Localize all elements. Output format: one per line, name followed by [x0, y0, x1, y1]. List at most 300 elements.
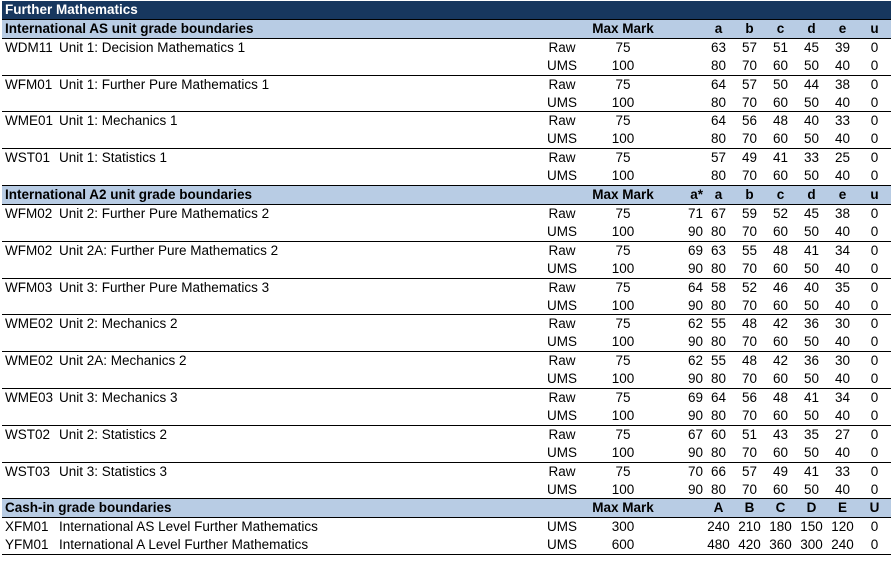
unit-name-empty — [59, 223, 537, 241]
grade-cell: 48 — [734, 315, 765, 333]
grade-cell: 60 — [772, 334, 789, 350]
grade-cell: 38 — [834, 205, 851, 221]
grade-cell: 80 — [710, 223, 727, 239]
section-header-row — [2, 499, 891, 518]
grade-cell: 33 — [827, 462, 858, 480]
grade-cell: 360 — [765, 536, 796, 554]
grade-cell: 80 — [710, 407, 727, 423]
grade-cell: 50 — [765, 75, 796, 93]
column-header: a* — [659, 186, 703, 205]
grade-cell: 55 — [734, 241, 765, 259]
table-row — [2, 518, 891, 536]
grade-cell: 0 — [870, 168, 879, 184]
grade-cell: 48 — [765, 112, 796, 130]
row-type: Raw — [537, 425, 587, 443]
unit-name: Unit 2A: Further Pure Mathematics 2 — [59, 241, 537, 259]
grade-cell: 33 — [827, 112, 858, 130]
row-type: UMS — [547, 57, 577, 73]
grade-cell: 50 — [803, 407, 820, 423]
column-header: U — [858, 499, 891, 518]
row-type: Raw — [537, 75, 587, 93]
grade-cell: 70 — [741, 407, 758, 423]
unit-name-empty — [59, 260, 537, 278]
grade-cell: 60 — [772, 407, 789, 423]
grade-cell: 41 — [765, 149, 796, 167]
table-row — [2, 425, 891, 443]
grade-cell: 50 — [803, 94, 820, 110]
grade-cell: 0 — [870, 39, 879, 55]
grade-cell: 80 — [710, 297, 727, 313]
grade-cell: 55 — [703, 352, 734, 370]
qualification-name: International AS Level Further Mathematics — [59, 519, 318, 535]
grade-cell: 59 — [741, 205, 758, 221]
row-type: Raw — [537, 389, 587, 407]
grade-cell: 51 — [772, 39, 789, 55]
column-header: d — [796, 186, 827, 205]
unit-code-empty — [2, 57, 59, 75]
table-row — [2, 38, 891, 56]
row-type: Raw — [537, 241, 587, 259]
grade-cell: 50 — [803, 223, 820, 239]
max-mark-cell: 75 — [615, 205, 631, 221]
grade-cell: 62 — [659, 352, 703, 370]
grade-cell — [659, 130, 703, 148]
grade-cell: 90 — [687, 444, 703, 460]
unit-code-empty — [2, 223, 59, 241]
table-row — [2, 94, 891, 112]
grade-cell: 120 — [831, 519, 854, 535]
grade-cell: 56 — [734, 112, 765, 130]
column-header: E — [827, 499, 858, 518]
grade-cell: 0 — [870, 57, 879, 73]
grade-cell: 420 — [734, 536, 765, 554]
unit-name: Unit 3: Mechanics 3 — [59, 389, 537, 407]
grade-cell: 0 — [858, 112, 891, 130]
qualification-code: XFM01 — [5, 519, 49, 535]
grade-cell: 63 — [703, 241, 734, 259]
max-mark-cell: 75 — [587, 352, 659, 370]
grade-cell: 60 — [772, 223, 789, 239]
grade-cell: 34 — [827, 389, 858, 407]
grade-cell: 70 — [741, 94, 758, 110]
grade-cell — [659, 149, 703, 167]
qualification-code: YFM01 — [2, 536, 59, 554]
unit-name-empty — [59, 333, 537, 351]
unit-code: WME01 — [2, 112, 59, 130]
table-row — [2, 241, 891, 259]
grade-cell: 80 — [710, 334, 727, 350]
grade-cell: 34 — [827, 241, 858, 259]
row-type: UMS — [547, 519, 577, 535]
grade-cell: 50 — [803, 57, 820, 73]
grade-cell: 0 — [870, 223, 879, 239]
grade-cell: 67 — [659, 425, 703, 443]
max-mark-cell: 75 — [615, 39, 631, 55]
grade-cell: 46 — [765, 278, 796, 296]
grade-cell: 60 — [772, 297, 789, 313]
column-header: b — [734, 19, 765, 38]
grade-cell: 51 — [734, 425, 765, 443]
grade-cell: 70 — [741, 481, 758, 497]
grade-cell: 45 — [803, 205, 820, 221]
grade-cell: 30 — [827, 315, 858, 333]
grade-cell: 60 — [772, 444, 789, 460]
unit-name-empty — [59, 407, 537, 425]
table-row — [2, 223, 891, 241]
row-type: Raw — [548, 39, 576, 55]
max-mark-cell: 300 — [611, 519, 635, 535]
grade-cell: 40 — [834, 444, 851, 460]
grade-cell: 90 — [687, 334, 703, 350]
grade-cell: 40 — [796, 112, 827, 130]
column-header: c — [765, 19, 796, 38]
grade-cell: 44 — [796, 75, 827, 93]
unit-code-empty — [2, 260, 59, 278]
max-mark-cell: 100 — [611, 94, 635, 110]
grade-cell: 80 — [710, 260, 727, 276]
grade-cell: 70 — [741, 223, 758, 239]
grade-boundaries-table — [2, 1, 891, 555]
table-row — [2, 536, 891, 554]
grade-cell: 50 — [803, 481, 820, 497]
max-mark-cell: 75 — [587, 389, 659, 407]
max-mark-cell: 100 — [611, 371, 635, 387]
grade-cell: 40 — [834, 94, 851, 110]
unit-code: WFM02 — [5, 205, 53, 221]
unit-code: WME03 — [2, 389, 59, 407]
max-mark-cell: 100 — [611, 334, 635, 350]
max-mark-cell: 75 — [587, 149, 659, 167]
grade-cell: 90 — [687, 260, 703, 276]
unit-name: Unit 1: Further Pure Mathematics 1 — [59, 75, 537, 93]
grade-cell: 64 — [659, 278, 703, 296]
grade-cell: 0 — [858, 278, 891, 296]
grade-cell: 40 — [834, 407, 851, 423]
table-row — [2, 204, 891, 222]
grade-cell: 150 — [800, 519, 823, 535]
grade-cell: 0 — [870, 260, 879, 276]
unit-name: Unit 1: Statistics 1 — [59, 149, 537, 167]
grade-cell: 62 — [659, 315, 703, 333]
grade-cell: 41 — [796, 241, 827, 259]
grade-cell: 90 — [687, 297, 703, 313]
max-mark-cell: 75 — [587, 278, 659, 296]
grade-cell: 69 — [659, 241, 703, 259]
row-type: Raw — [537, 112, 587, 130]
grade-cell: 70 — [741, 371, 758, 387]
row-type: Raw — [548, 205, 576, 221]
max-mark-cell: 600 — [587, 536, 659, 554]
grade-cell — [659, 167, 703, 185]
grade-cell: 80 — [710, 57, 727, 73]
title-row — [2, 1, 891, 19]
table-row — [2, 444, 891, 462]
row-type: UMS — [547, 223, 577, 239]
max-mark-cell: 100 — [611, 260, 635, 276]
grade-cell: 60 — [772, 131, 789, 147]
grade-cell: 70 — [741, 297, 758, 313]
max-mark-cell: 100 — [611, 131, 635, 147]
unit-code-empty — [2, 167, 59, 185]
table-row — [2, 57, 891, 75]
grade-cell: 57 — [734, 462, 765, 480]
max-mark-cell: 100 — [611, 297, 635, 313]
grade-cell: 63 — [710, 39, 727, 55]
unit-name: Unit 2A: Mechanics 2 — [59, 352, 537, 370]
grade-cell: 57 — [734, 75, 765, 93]
grade-cell: 70 — [741, 168, 758, 184]
unit-code-empty — [2, 444, 59, 462]
max-mark-cell: 75 — [587, 112, 659, 130]
grade-cell: 48 — [734, 352, 765, 370]
column-header: a — [703, 186, 734, 205]
grade-cell: 64 — [703, 75, 734, 93]
max-mark-cell: 75 — [587, 315, 659, 333]
grade-cell: 41 — [796, 462, 827, 480]
unit-name: Unit 2: Mechanics 2 — [59, 315, 537, 333]
grade-cell: 60 — [772, 57, 789, 73]
section-heading: International A2 unit grade boundaries — [2, 186, 587, 205]
row-type: UMS — [547, 94, 577, 110]
row-type: Raw — [537, 462, 587, 480]
section-header-row — [2, 186, 891, 205]
unit-name: Unit 2: Statistics 2 — [59, 425, 537, 443]
unit-name-empty — [59, 167, 537, 185]
grade-cell: 48 — [765, 389, 796, 407]
unit-name-empty — [59, 444, 537, 462]
unit-code: WFM01 — [2, 75, 59, 93]
grade-cell: 70 — [741, 131, 758, 147]
max-mark-cell: 100 — [611, 444, 635, 460]
grade-cell: 80 — [710, 371, 727, 387]
column-header: A — [703, 499, 734, 518]
column-header — [659, 499, 703, 518]
table-row — [2, 130, 891, 148]
grade-cell: 55 — [703, 315, 734, 333]
row-type: UMS — [547, 297, 577, 313]
unit-code-empty — [2, 297, 59, 315]
grade-cell: 90 — [687, 223, 703, 239]
unit-name-empty — [59, 297, 537, 315]
grade-cell: 33 — [796, 149, 827, 167]
grade-cell: 52 — [734, 278, 765, 296]
grade-cell: 39 — [834, 39, 851, 55]
column-header: u — [858, 186, 891, 205]
grade-cell: 80 — [710, 481, 727, 497]
row-type: UMS — [547, 444, 577, 460]
grade-cell: 57 — [741, 39, 758, 55]
grade-cell: 90 — [687, 371, 703, 387]
table-row — [2, 333, 891, 351]
unit-code-empty — [2, 481, 59, 499]
grade-cell — [659, 112, 703, 130]
grade-cell: 42 — [765, 352, 796, 370]
row-type: Raw — [537, 352, 587, 370]
grade-cell: 0 — [858, 389, 891, 407]
unit-name-empty — [59, 57, 537, 75]
max-mark-cell: 100 — [611, 168, 635, 184]
grade-cell: 57 — [703, 149, 734, 167]
column-header — [659, 19, 703, 38]
grade-cell: 0 — [858, 315, 891, 333]
table-row — [2, 407, 891, 425]
table-row — [2, 149, 891, 167]
unit-code: WFM03 — [2, 278, 59, 296]
grade-cell: 50 — [803, 168, 820, 184]
unit-name: Unit 2: Further Pure Mathematics 2 — [59, 205, 270, 221]
grade-cell: 70 — [741, 334, 758, 350]
max-mark-cell: 100 — [611, 407, 635, 423]
unit-name: Unit 1: Mechanics 1 — [59, 112, 537, 130]
grade-cell: 0 — [858, 536, 891, 554]
grade-cell: 80 — [710, 94, 727, 110]
grade-cell: 50 — [803, 444, 820, 460]
grade-cell: 58 — [703, 278, 734, 296]
row-type: UMS — [547, 481, 577, 497]
grade-cell: 38 — [827, 75, 858, 93]
grade-cell: 0 — [870, 297, 879, 313]
grade-cell: 64 — [703, 389, 734, 407]
column-header: d — [796, 19, 827, 38]
unit-name-empty — [59, 94, 537, 112]
grade-cell: 80 — [710, 168, 727, 184]
grade-cell: 0 — [870, 334, 879, 350]
column-header: a — [703, 19, 734, 38]
grade-cell: 0 — [870, 131, 879, 147]
grade-cell: 70 — [741, 57, 758, 73]
grade-cell: 0 — [858, 149, 891, 167]
table-row — [2, 370, 891, 388]
grade-cell: 35 — [796, 425, 827, 443]
grade-cell: 50 — [803, 260, 820, 276]
unit-name-empty — [59, 370, 537, 388]
grade-cell: 25 — [827, 149, 858, 167]
grade-cell: 70 — [659, 462, 703, 480]
max-mark-cell: 75 — [587, 75, 659, 93]
table-row — [2, 297, 891, 315]
max-mark-cell: 75 — [587, 462, 659, 480]
column-header: c — [765, 186, 796, 205]
grade-cell: 49 — [765, 462, 796, 480]
grade-cell: 36 — [796, 315, 827, 333]
grade-cell: 69 — [659, 389, 703, 407]
max-mark-cell: 100 — [611, 481, 635, 497]
table-row — [2, 389, 891, 407]
grade-cell: 90 — [687, 481, 703, 497]
unit-name-empty — [59, 481, 537, 499]
unit-code: WFM02 — [2, 241, 59, 259]
grade-cell: 71 — [687, 205, 703, 221]
grade-cell: 40 — [834, 168, 851, 184]
grade-cell: 60 — [772, 481, 789, 497]
grade-cell: 60 — [772, 168, 789, 184]
table-row — [2, 315, 891, 333]
unit-code-empty — [2, 333, 59, 351]
grade-cell — [659, 94, 703, 112]
grade-cell: 40 — [834, 371, 851, 387]
max-mark-cell: 100 — [611, 223, 635, 239]
grade-cell: 56 — [734, 389, 765, 407]
qualification-name: International A Level Further Mathematics — [59, 536, 537, 554]
grade-cell: 41 — [796, 389, 827, 407]
grade-cell: 64 — [703, 112, 734, 130]
grade-cell: 42 — [765, 315, 796, 333]
unit-code-empty — [2, 370, 59, 388]
grade-cell: 480 — [703, 536, 734, 554]
unit-code: WME02 — [2, 352, 59, 370]
grade-cell: 40 — [834, 334, 851, 350]
max-mark-cell: 75 — [587, 241, 659, 259]
row-type: Raw — [537, 315, 587, 333]
grade-cell: 210 — [738, 519, 761, 535]
unit-code: WST01 — [2, 149, 59, 167]
column-header: Max Mark — [587, 499, 659, 518]
max-mark-cell: 100 — [611, 57, 635, 73]
grade-cell: 70 — [741, 444, 758, 460]
grade-cell: 0 — [870, 407, 879, 423]
grade-cell: 48 — [765, 241, 796, 259]
unit-code-empty — [2, 130, 59, 148]
grade-cell: 40 — [834, 297, 851, 313]
unit-name: Unit 1: Decision Mathematics 1 — [59, 39, 246, 55]
row-type: Raw — [537, 278, 587, 296]
grade-cell: 0 — [870, 444, 879, 460]
column-header: D — [796, 499, 827, 518]
table-row — [2, 75, 891, 93]
grade-cell: 40 — [834, 260, 851, 276]
grade-cell: 50 — [803, 371, 820, 387]
column-header: Max Mark — [587, 19, 659, 38]
page-title: Further Mathematics — [2, 1, 891, 19]
grade-cell: 0 — [858, 462, 891, 480]
grade-cell: 0 — [870, 519, 879, 535]
unit-code: WST02 — [2, 425, 59, 443]
grade-cell: 40 — [834, 131, 851, 147]
grade-cell — [659, 38, 703, 56]
row-type: UMS — [547, 260, 577, 276]
grade-cell: 52 — [772, 205, 789, 221]
grade-cell: 180 — [769, 519, 792, 535]
grade-cell: 50 — [803, 334, 820, 350]
grade-cell — [659, 75, 703, 93]
grade-cell: 60 — [772, 94, 789, 110]
row-type: UMS — [547, 131, 577, 147]
grade-cell: 60 — [772, 371, 789, 387]
grade-cell: 40 — [796, 278, 827, 296]
grade-cell — [659, 536, 703, 554]
column-header: B — [734, 499, 765, 518]
grade-cell: 27 — [827, 425, 858, 443]
grade-cell: 0 — [870, 371, 879, 387]
grade-cell: 0 — [858, 352, 891, 370]
unit-name: Unit 3: Statistics 3 — [59, 462, 537, 480]
column-header: Max Mark — [587, 186, 659, 205]
grade-cell: 40 — [834, 57, 851, 73]
grade-cell: 70 — [741, 260, 758, 276]
unit-code-empty — [2, 94, 59, 112]
section-heading: Cash-in grade boundaries — [2, 499, 587, 518]
column-header: b — [734, 186, 765, 205]
grade-cell: 240 — [707, 519, 730, 535]
grade-cell: 0 — [870, 481, 879, 497]
column-header: e — [827, 19, 858, 38]
grade-cell: 80 — [710, 131, 727, 147]
section-heading: International AS unit grade boundaries — [2, 19, 587, 38]
grade-cell: 300 — [796, 536, 827, 554]
grade-cell: 40 — [834, 223, 851, 239]
row-type: UMS — [547, 371, 577, 387]
unit-code-empty — [2, 407, 59, 425]
